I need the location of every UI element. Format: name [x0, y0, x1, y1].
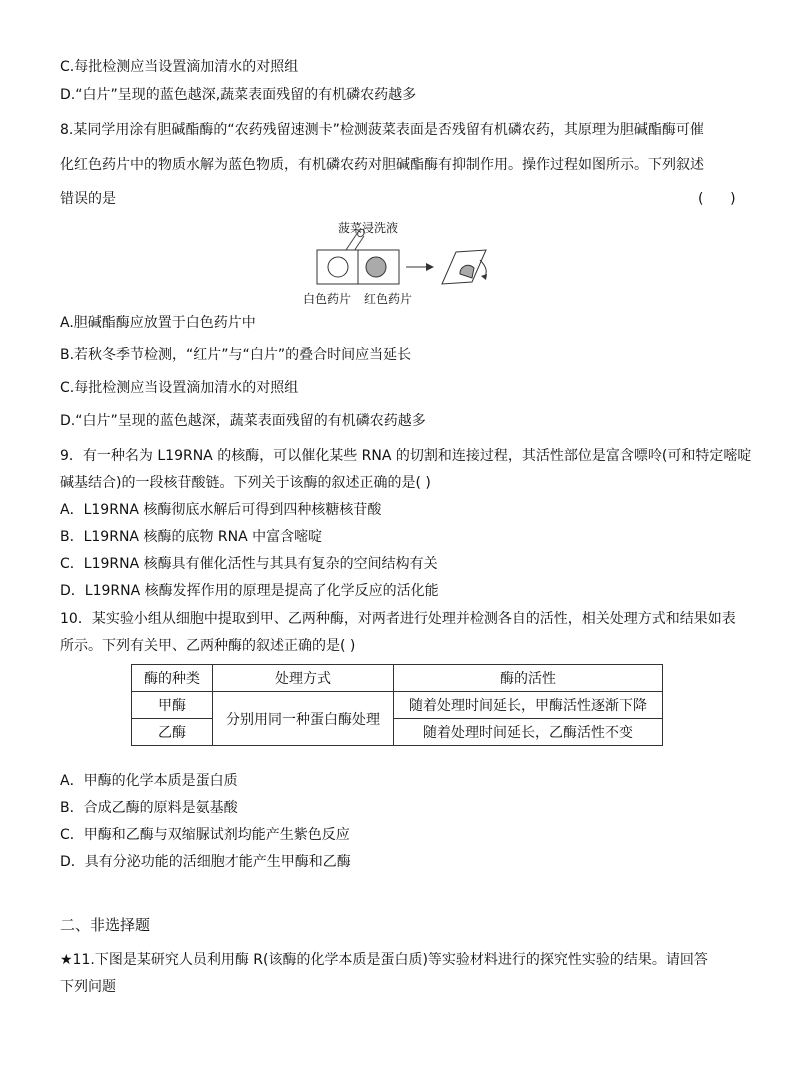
q8-stem-line2: 化红色药片中的物质水解为蓝色物质，有机磷农药对胆碱酯酶有抑制作用。操作过程如图所示。下列叙述: [60, 157, 704, 173]
q9-option-c: C．L19RNA 核酶具有催化活性与其具有复杂的空间结构有关: [60, 556, 438, 572]
label-red-tablet: 红色药片: [364, 292, 413, 306]
table-cell: 随着处理时间延长，乙酶活性不变: [394, 719, 663, 746]
table-cell: 随着处理时间延长，甲酶活性逐渐下降: [394, 692, 663, 719]
prev-option-d: D.“白片”呈现的蓝色越深,蔬菜表面残留的有机磷农药越多: [60, 87, 417, 103]
table-header-cell: 处理方式: [213, 665, 394, 692]
right-arrow-icon: [406, 263, 434, 271]
q9-option-a: A．L19RNA 核酶彻底水解后可得到四种核糖核苷酸: [60, 502, 382, 518]
label-white-tablet: 白色药片: [303, 292, 352, 306]
q8-option-a: A.胆碱酯酶应放置于白色药片中: [60, 315, 256, 331]
q9-stem-line1: 9．有一种名为 L19RNA 的核酶，可以催化某些 RNA 的切割和连接过程，其活性部位是富含嘌呤(可和特定嘧啶: [60, 448, 752, 464]
q10-option-d: D．具有分泌功能的活细胞才能产生甲酶和乙酶: [60, 854, 351, 870]
q10-stem-line2: 所示。下列有关甲、乙两种酶的叙述正确的是( ): [60, 638, 356, 654]
q11-stem-line2: 下列问题: [60, 979, 116, 995]
white-tablet: [328, 257, 348, 277]
prev-option-c: C.每批检测应当设置滴加清水的对照组: [60, 59, 299, 75]
table-row: [132, 719, 663, 746]
section-heading: 二、非选择题: [60, 916, 151, 934]
q9-stem-line2: 碱基结合)的一段核苷酸链。下列关于该酶的叙述正确的是( ): [60, 475, 431, 491]
table-header-cell: 酶的种类: [132, 665, 213, 692]
table-cell: 乙酶: [132, 719, 213, 746]
red-tablet: [366, 257, 386, 277]
q8-answer-paren: ( ): [698, 191, 736, 207]
table-row: [132, 692, 663, 719]
q10-stem-line1: 10．某实验小组从细胞中提取到甲、乙两种酶，对两者进行处理并检测各自的活性，相关处理方式和结果如表: [60, 611, 736, 627]
q8-option-d: D.“白片”呈现的蓝色越深，蔬菜表面残留的有机磷农药越多: [60, 413, 426, 429]
q10-option-a: A．甲酶的化学本质是蛋白质: [60, 773, 238, 789]
table-header-row: [132, 665, 663, 692]
q8-option-c: C.每批检测应当设置滴加清水的对照组: [60, 380, 299, 396]
label-spinach-wash: 菠菜浸洗液: [338, 221, 399, 235]
q10-option-b: B．合成乙酶的原料是氨基酸: [60, 800, 238, 816]
table-cell: 甲酶: [132, 692, 213, 719]
q8-stem-line1: 8.某同学用涂有胆碱酯酶的“农药残留速测卡”检测菠菜表面是否残留有机磷农药，其原理为胆碱酯酶可催: [60, 122, 704, 138]
q8-option-b: B.若秋冬季节检测，“红片”与“白片”的叠合时间应当延长: [60, 347, 412, 363]
folded-card: [442, 250, 487, 284]
q10-option-c: C．甲酶和乙酶与双缩脲试剂均能产生紫色反应: [60, 827, 350, 843]
q8-figure: [300, 216, 500, 312]
q9-option-b: B．L19RNA 核酶的底物 RNA 中富含嘧啶: [60, 529, 323, 545]
table-header-cell: 酶的活性: [394, 665, 663, 692]
q9-option-d: D．L19RNA 核酶发挥作用的原理是提高了化学反应的活化能: [60, 583, 439, 599]
table-cell: 分别用同一种蛋白酶处理: [213, 692, 394, 746]
q10-table: [131, 664, 663, 746]
q11-stem-line1: ★11.下图是某研究人员利用酶 R(该酶的化学本质是蛋白质)等实验材料进行的探究性实验的结果。请回答: [60, 952, 708, 968]
q8-stem-line3: 错误的是: [60, 191, 116, 207]
